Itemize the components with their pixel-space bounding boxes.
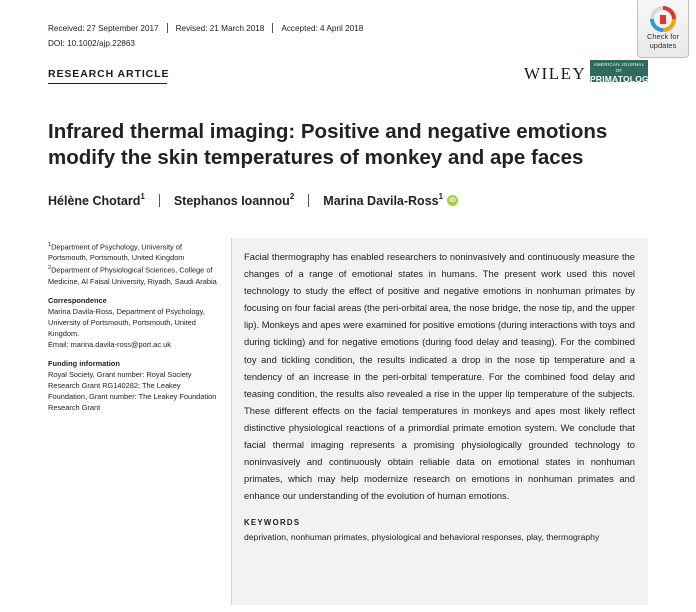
- revised-date: Revised: 21 March 2018: [175, 23, 265, 33]
- affiliations: [48, 240, 218, 287]
- journal-logo-name: PRIMATOLOGY: [590, 74, 655, 84]
- check-for-updates-button[interactable]: [637, 0, 689, 58]
- publication-dates: [48, 23, 363, 33]
- author-list: [48, 193, 458, 208]
- divider: [272, 23, 273, 33]
- affiliation-2: $^2$Department of Physiological Sciences, College of Medicine, Al Faisal University, Riyadh, Saudi Arabia: [48, 265, 217, 286]
- abstract-text: Facial thermography has enabled researchers to noninvasively and continuously measure the changes of a range of emotional states in humans. The present work used this novel technology to study the effect of positive and negative emotions in nonhuman primates by focusing on four facial areas (the peri-orbital area, the nose bridge, the nose tip, and the upper lip). Monkeys and apes were examined for positive emotions (during interactions with toys and during tickling) and for negative emotions (during food delay and teasing). For the combined toy and tickling condition, the results indicated a drop in the nose tip temperature and a tendency of an increase in the peri-orbital temperature. For the combined food delay and teasing condition, the results also revealed a rise in the upper lip temperature of the subjects. These different effects on the facial temperatures in monkeys and apes most likely reflect distinctive physiological reactions of a primordial primate emotion system. We conclude that facial thermal imaging represents a promising physiologically grounded technology to noninvasively and continuously obtain reliable data on emotional states in nonhuman primates, which may help modernize research on emotions in nonhuman primates and enhance our understanding of the evolution of human emotions.: [244, 251, 635, 502]
- author-name[interactable]: Marina Davila-Ross$^1$: [323, 192, 444, 209]
- divider: [308, 194, 309, 207]
- received-date: Received: 27 September 2017: [48, 23, 159, 33]
- orcid-icon[interactable]: iD: [447, 195, 458, 206]
- article-type: RESEARCH ARTICLE: [48, 68, 170, 80]
- funding-heading: Funding information: [48, 358, 120, 368]
- correspondence-heading: Correspondence: [48, 295, 107, 305]
- affiliation-1: $^1$Department of Psychology, University of Portsmouth, Portsmouth, United Kingdom: [48, 242, 185, 263]
- article-title: Infrared thermal imaging: Positive and negative emotions modify the skin temperatures of monkey and ape faces: [48, 120, 608, 169]
- author-name[interactable]: Hélène Chotard$^1$: [48, 192, 145, 209]
- doi[interactable]: DOI: 10.1002/ajp.22863: [48, 39, 135, 48]
- abstract-panel: [231, 238, 648, 605]
- journal-logo-small: AMERICAN JOURNAL OF: [593, 62, 645, 73]
- article-type-underline: [48, 83, 167, 84]
- article-info-column: [48, 240, 218, 421]
- author-name[interactable]: Stephanos Ioannou$^2$: [173, 192, 295, 209]
- keywords-heading: KEYWORDS: [244, 518, 301, 528]
- funding-text: Royal Society, Grant number: Royal Society Research Grant RG140282; The Leakey Foundation, Grant number: The Leakey Foundation Research Grant: [48, 369, 217, 412]
- accepted-date: Accepted: 4 April 2018: [281, 23, 364, 33]
- journal-logo: [590, 60, 655, 84]
- divider: [159, 194, 160, 207]
- correspondence-text: Marina Davila-Ross, Department of Psychology, University of Portsmouth, Portsmouth, United Kingdom.: [48, 306, 205, 338]
- funding: [48, 358, 218, 413]
- keywords-list: deprivation, nonhuman primates, physiological and behavioral responses, play, thermography: [244, 532, 600, 543]
- crossmark-icon: [650, 6, 676, 32]
- divider: [167, 23, 168, 33]
- publisher-logo: WILEY: [524, 64, 587, 83]
- correspondence: [48, 295, 218, 350]
- correspondence-email[interactable]: Email: marina.davila-ross@port.ac.uk: [48, 339, 171, 349]
- check-for-updates-label: Check for updates: [646, 32, 680, 50]
